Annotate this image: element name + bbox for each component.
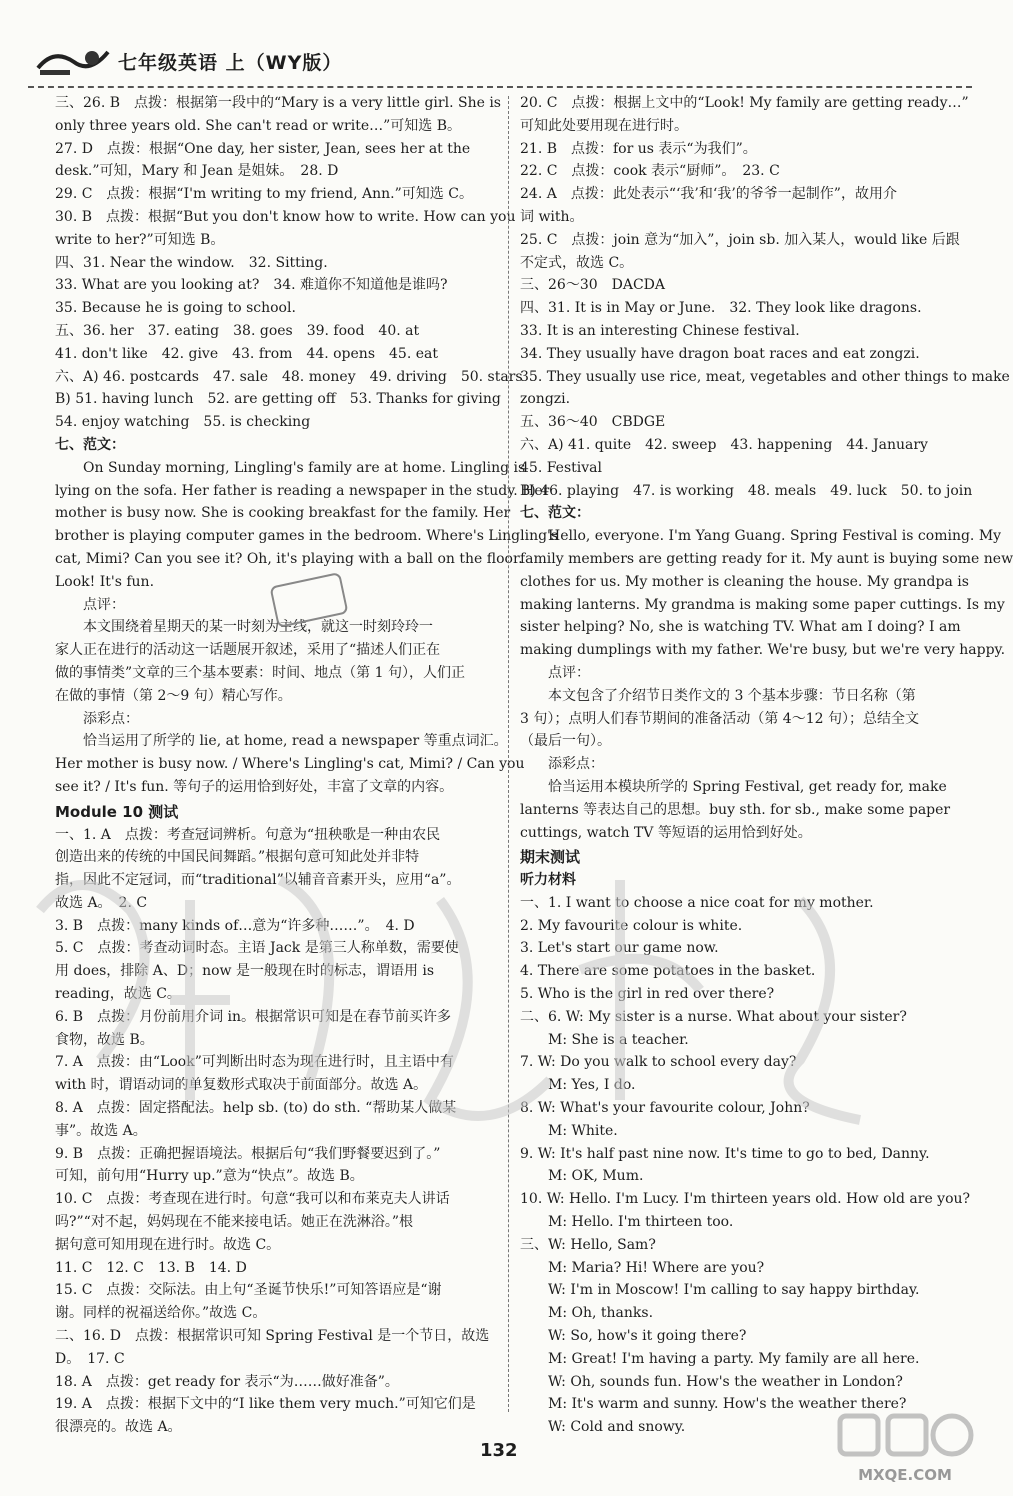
text-line: 3. B 点拨：many kinds of…意为“许多种……”。 4. D — [55, 917, 415, 934]
text-line: B) 46. playing 47. is working 48. meals 49. luck 50. to join — [520, 482, 973, 499]
text-line: （最后一句）。 — [520, 733, 611, 750]
text-line: M: Oh, thanks. — [520, 1305, 654, 1322]
text-line: 25. C 点拨：join 意为“加入”，join sb. 加入某人，would like 后跟 — [520, 231, 960, 248]
text-line: M: It's warm and sunny. How's the weather there? — [520, 1396, 907, 1413]
text-line: 8. W: What's your favourite colour, John? — [520, 1100, 810, 1117]
text-line: On Sunday morning, Lingling's family are at home. Lingling is — [55, 459, 526, 476]
text-line: 30. B 点拨：根据“But you don't know how to write. How can you — [55, 208, 516, 225]
text-line: 六、A) 46. postcards 47. sale 48. money 49. driving 50. stars — [55, 368, 523, 385]
text-line: 四、31. Near the window. 32. Sitting. — [55, 254, 328, 271]
text-line: 20. C 点拨：根据上文中的“Look! My family are getting ready…” — [520, 95, 969, 111]
text-line: only three years old. She can't read or write…”可知选 B。 — [55, 117, 462, 134]
text-line: M: Great! I'm having a party. My family are all here. — [520, 1350, 920, 1367]
text-line: 19. A 点拨：根据下文中的“I like them very much.”可知它们是 — [55, 1396, 476, 1413]
text-line: making lanterns. My grandma is making some paper cuttings. Is my — [520, 596, 1005, 613]
text-line: 54. enjoy watching 55. is checking — [55, 414, 311, 431]
text-line: 恰当运用本模块所学的 Spring Festival, get ready for, make — [520, 778, 947, 795]
text-line: 7. W: Do you walk to school every day? — [520, 1054, 797, 1071]
text-line: 22. C 点拨：cook 表示“厨师”。 23. C — [520, 163, 780, 180]
page-header — [28, 34, 972, 86]
text-line: 七、范文： — [520, 505, 590, 522]
text-line: 2. My favourite colour is white. — [520, 917, 743, 934]
text-line: Her mother is busy now. / Where's Lingling's cat, Mimi? / Can you — [55, 756, 525, 773]
text-line: 18. A 点拨：get ready for 表示“为……做好准备”。 — [55, 1373, 399, 1390]
text-line: 24. A 点拨：此处表示“‘我’和‘我’的爷爷一起制作”，故用介 — [520, 186, 897, 203]
text-line: 4. There are some potatoes in the basket. — [520, 963, 816, 980]
text-line: 词 with。 — [520, 208, 584, 225]
text-line: 做的事情类”文章的三个基本要素：时间、地点（第 1 句），人们正 — [55, 664, 465, 681]
text-line: 一、1. I want to choose a nice coat for my mother. — [520, 894, 874, 911]
text-line: 可知，前句用“Hurry up.”意为“快点”。故选 B。 — [55, 1168, 364, 1185]
text-line: 点评： — [520, 664, 590, 681]
text-line: cuttings, watch TV 等短语的运用恰到好处。 — [520, 824, 812, 841]
text-line: sister helping? No, she is watching TV. What am I doing? I am — [520, 619, 961, 636]
text-line: desk.”可知，Mary 和 Jean 是姐妹。 28. D — [55, 163, 339, 180]
text-line: brother is playing computer games in the bedroom. Where's Lingling's — [55, 528, 559, 545]
text-line: 6. B 点拨：月份前用介词 in。根据常识可知是在春节前买许多 — [55, 1008, 452, 1025]
text-line: 一、1. A 点拨：考查冠词辨析。句意为“扭秧歌是一种由农民 — [55, 826, 441, 843]
text-line: 10. W: Hello. I'm Lucy. I'm thirteen years old. How old are you? — [520, 1191, 971, 1208]
text-line: M: She is a teacher. — [520, 1031, 689, 1048]
text-line: W: I'm in Moscow! I'm calling to say happy birthday. — [520, 1282, 920, 1299]
text-line: M: Hello. I'm thirteen too. — [520, 1214, 734, 1231]
text-line: 七、范文： — [55, 436, 125, 453]
text-line: 添彩点： — [55, 710, 139, 727]
text-line: 33. What are you looking at? 34. 难道你不知道他是谁吗? — [55, 277, 448, 294]
text-line: mother is busy now. She is cooking breakfast for the family. Her — [55, 505, 511, 522]
text-line: W: So, how's it going there? — [520, 1328, 747, 1345]
text-line: 期末测试 — [520, 848, 581, 867]
text-line: 故选 A。 2. C — [55, 894, 148, 911]
text-line: 创造出来的传统的中国民间舞蹈。”根据句意可知此处并非特 — [55, 849, 420, 866]
text-line: 3. Let's start our game now. — [520, 940, 719, 957]
page-title: 七年级英语 上（WY版） — [118, 52, 343, 74]
text-line: 5. Who is the girl in red over there? — [520, 986, 775, 1003]
text-line: 在做的事情（第 2～9 句）精心写作。 — [55, 687, 292, 704]
text-line: 点评： — [55, 596, 125, 613]
text-line: 41. don't like 42. give 43. from 44. opens 45. eat — [55, 345, 438, 362]
text-line: 三、W: Hello, Sam? — [520, 1236, 656, 1253]
text-line: 7. A 点拨：由“Look”可判断出时态为现在进行时，且主语中有 — [55, 1054, 454, 1071]
text-line: M: OK, Mum. — [520, 1168, 644, 1185]
text-line: M: Yes, I do. — [520, 1077, 636, 1094]
text-line: 不定式，故选 C。 — [520, 254, 634, 271]
text-line: 五、36. her 37. eating 38. goes 39. food 40. at — [55, 322, 420, 339]
text-line: 食物，故选 B。 — [55, 1031, 154, 1048]
column-divider — [508, 96, 509, 1412]
text-line: W: Oh, sounds fun. How's the weather in London? — [520, 1373, 903, 1390]
text-line: 恰当运用了所学的 lie, at home, read a newspaper 等重点词汇。 — [55, 733, 508, 750]
text-line: clothes for us. My mother is cleaning the house. My grandpa is — [520, 573, 969, 590]
text-line: 指，因此不定冠词，而“traditional”以辅音音素开头，应用“a”。 — [55, 872, 461, 889]
text-line: lanterns 等表达自己的思想。buy sth. for sb., make some paper — [520, 801, 951, 818]
text-line: 六、A) 41. quite 42. sweep 43. happening 44. January — [520, 436, 928, 453]
text-line: 家人正在进行的活动这一话题展开叙述，采用了“描述人们正在 — [55, 642, 441, 659]
text-line: M: Maria? Hi! Where are you? — [520, 1259, 765, 1276]
text-line: 8. A 点拨：固定搭配法。help sb. (to) do sth. “帮助某人做某 — [55, 1100, 457, 1117]
text-line: 二、16. D 点拨：根据常识可知 Spring Festival 是一个节日，故选 — [55, 1328, 490, 1345]
publisher-logo-icon — [34, 44, 112, 78]
text-line: 听力材料 — [520, 872, 576, 889]
text-line: 27. D 点拨：根据“One day, her sister, Jean, sees her at the — [55, 140, 471, 157]
text-line: 添彩点： — [520, 756, 604, 773]
text-line: 34. They usually have dragon boat races and eat zongzi. — [520, 345, 920, 362]
text-line: 吗?”“对不起，妈妈现在不能来接电话。她正在洗淋浴。”根 — [55, 1214, 413, 1231]
text-line: 三、26. B 点拨：根据第一段中的“Mary is a very little girl. She is — [55, 95, 501, 111]
text-line: making dumplings with my father. We're busy, but we're very happy. — [520, 642, 1006, 659]
text-line: 45. Festival — [520, 459, 602, 476]
text-line: write to her?”可知选 B。 — [55, 231, 225, 248]
text-line: 9. W: It's half past nine now. It's time to go to bed, Danny. — [520, 1145, 930, 1162]
text-line: 29. C 点拨：根据“I'm writing to my friend, Ann.”可知选 C。 — [55, 186, 473, 203]
text-line: 3 句）；点明人们春节期间的准备活动（第 4～12 句）；总结全文 — [520, 710, 919, 727]
text-line: 11. C 12. C 13. B 14. D — [55, 1259, 247, 1276]
text-line: lying on the sofa. Her father is reading a newspaper in the study. Her — [55, 482, 550, 499]
text-line: 15. C 点拨：交际法。由上句“圣诞节快乐!”可知答语应是“谢 — [55, 1282, 442, 1299]
page-number: 132 — [480, 1440, 518, 1461]
text-line: 三、26～30 DACDA — [520, 277, 666, 294]
text-line: 33. It is an interesting Chinese festival. — [520, 322, 800, 339]
text-line: Hello, everyone. I'm Yang Guang. Spring Festival is coming. My — [520, 528, 1002, 545]
text-line: 事”。故选 A。 — [55, 1122, 147, 1139]
text-line: 35. Because he is going to school. — [55, 300, 296, 317]
text-line: D。 17. C — [55, 1350, 125, 1367]
text-line: 五、36～40 CBDGE — [520, 414, 666, 431]
text-line: 本文包含了介绍节日类作文的 3 个基本步骤：节日名称（第 — [520, 687, 916, 704]
text-line: zongzi. — [520, 391, 571, 408]
text-line: cat, Mimi? Can you see it? Oh, it's playing with a ball on the floor. — [55, 550, 523, 567]
text-line: reading，故选 C。 — [55, 986, 181, 1003]
text-line: B) 51. having lunch 52. are getting off 53. Thanks for giving — [55, 391, 501, 408]
text-line: see it? / It's fun. 等句子的运用恰到好处，丰富了文章的内容。 — [55, 778, 454, 795]
text-line: 谢。同样的祝福送给你。”故选 C。 — [55, 1305, 267, 1322]
text-line: 10. C 点拨：考查现在进行时。句意“我可以和布莱克夫人讲话 — [55, 1191, 450, 1208]
text-line: family members are getting ready for it. My aunt is buying some new — [520, 550, 1013, 567]
watermark-logo-icon — [830, 1408, 980, 1488]
text-line: 二、6. W: My sister is a nurse. What about your sister? — [520, 1008, 907, 1025]
text-line: 很漂亮的。故选 A。 — [55, 1419, 182, 1436]
watermark-text: MXQE.COM — [858, 1466, 952, 1484]
text-line: 用 does，排除 A、D；now 是一般现在时的标志，谓语用 is — [55, 963, 435, 980]
text-line: W: Cold and snowy. — [520, 1419, 686, 1436]
text-line: 35. They usually use rice, meat, vegetables and other things to make — [520, 368, 1010, 385]
text-line: 四、31. It is in May or June. 32. They look like dragons. — [520, 300, 922, 317]
text-line: M: White. — [520, 1122, 618, 1139]
text-line: 本文围绕着星期天的某一时刻为主线，就这一时刻玲玲一 — [55, 619, 433, 636]
text-line: 9. B 点拨：正确把握语境法。根据后句“我们野餐要迟到了。” — [55, 1145, 441, 1162]
header-divider — [28, 86, 972, 88]
text-line: Look! It's fun. — [55, 573, 155, 590]
stamp-mark — [272, 578, 346, 622]
text-line: 可知此处要用现在进行时。 — [520, 117, 688, 134]
text-line: 5. C 点拨：考查动词时态。主语 Jack 是第三人称单数，需要使 — [55, 940, 459, 957]
text-line: with 时，谓语动词的单复数形式取决于前面部分。故选 A。 — [55, 1077, 428, 1094]
text-line: 据句意可知用现在进行时。故选 C。 — [55, 1236, 281, 1253]
right-column — [520, 92, 1013, 1439]
text-line: 21. B 点拨：for us 表示“为我们”。 — [520, 140, 757, 157]
text-line: Module 10 测试 — [55, 802, 179, 821]
